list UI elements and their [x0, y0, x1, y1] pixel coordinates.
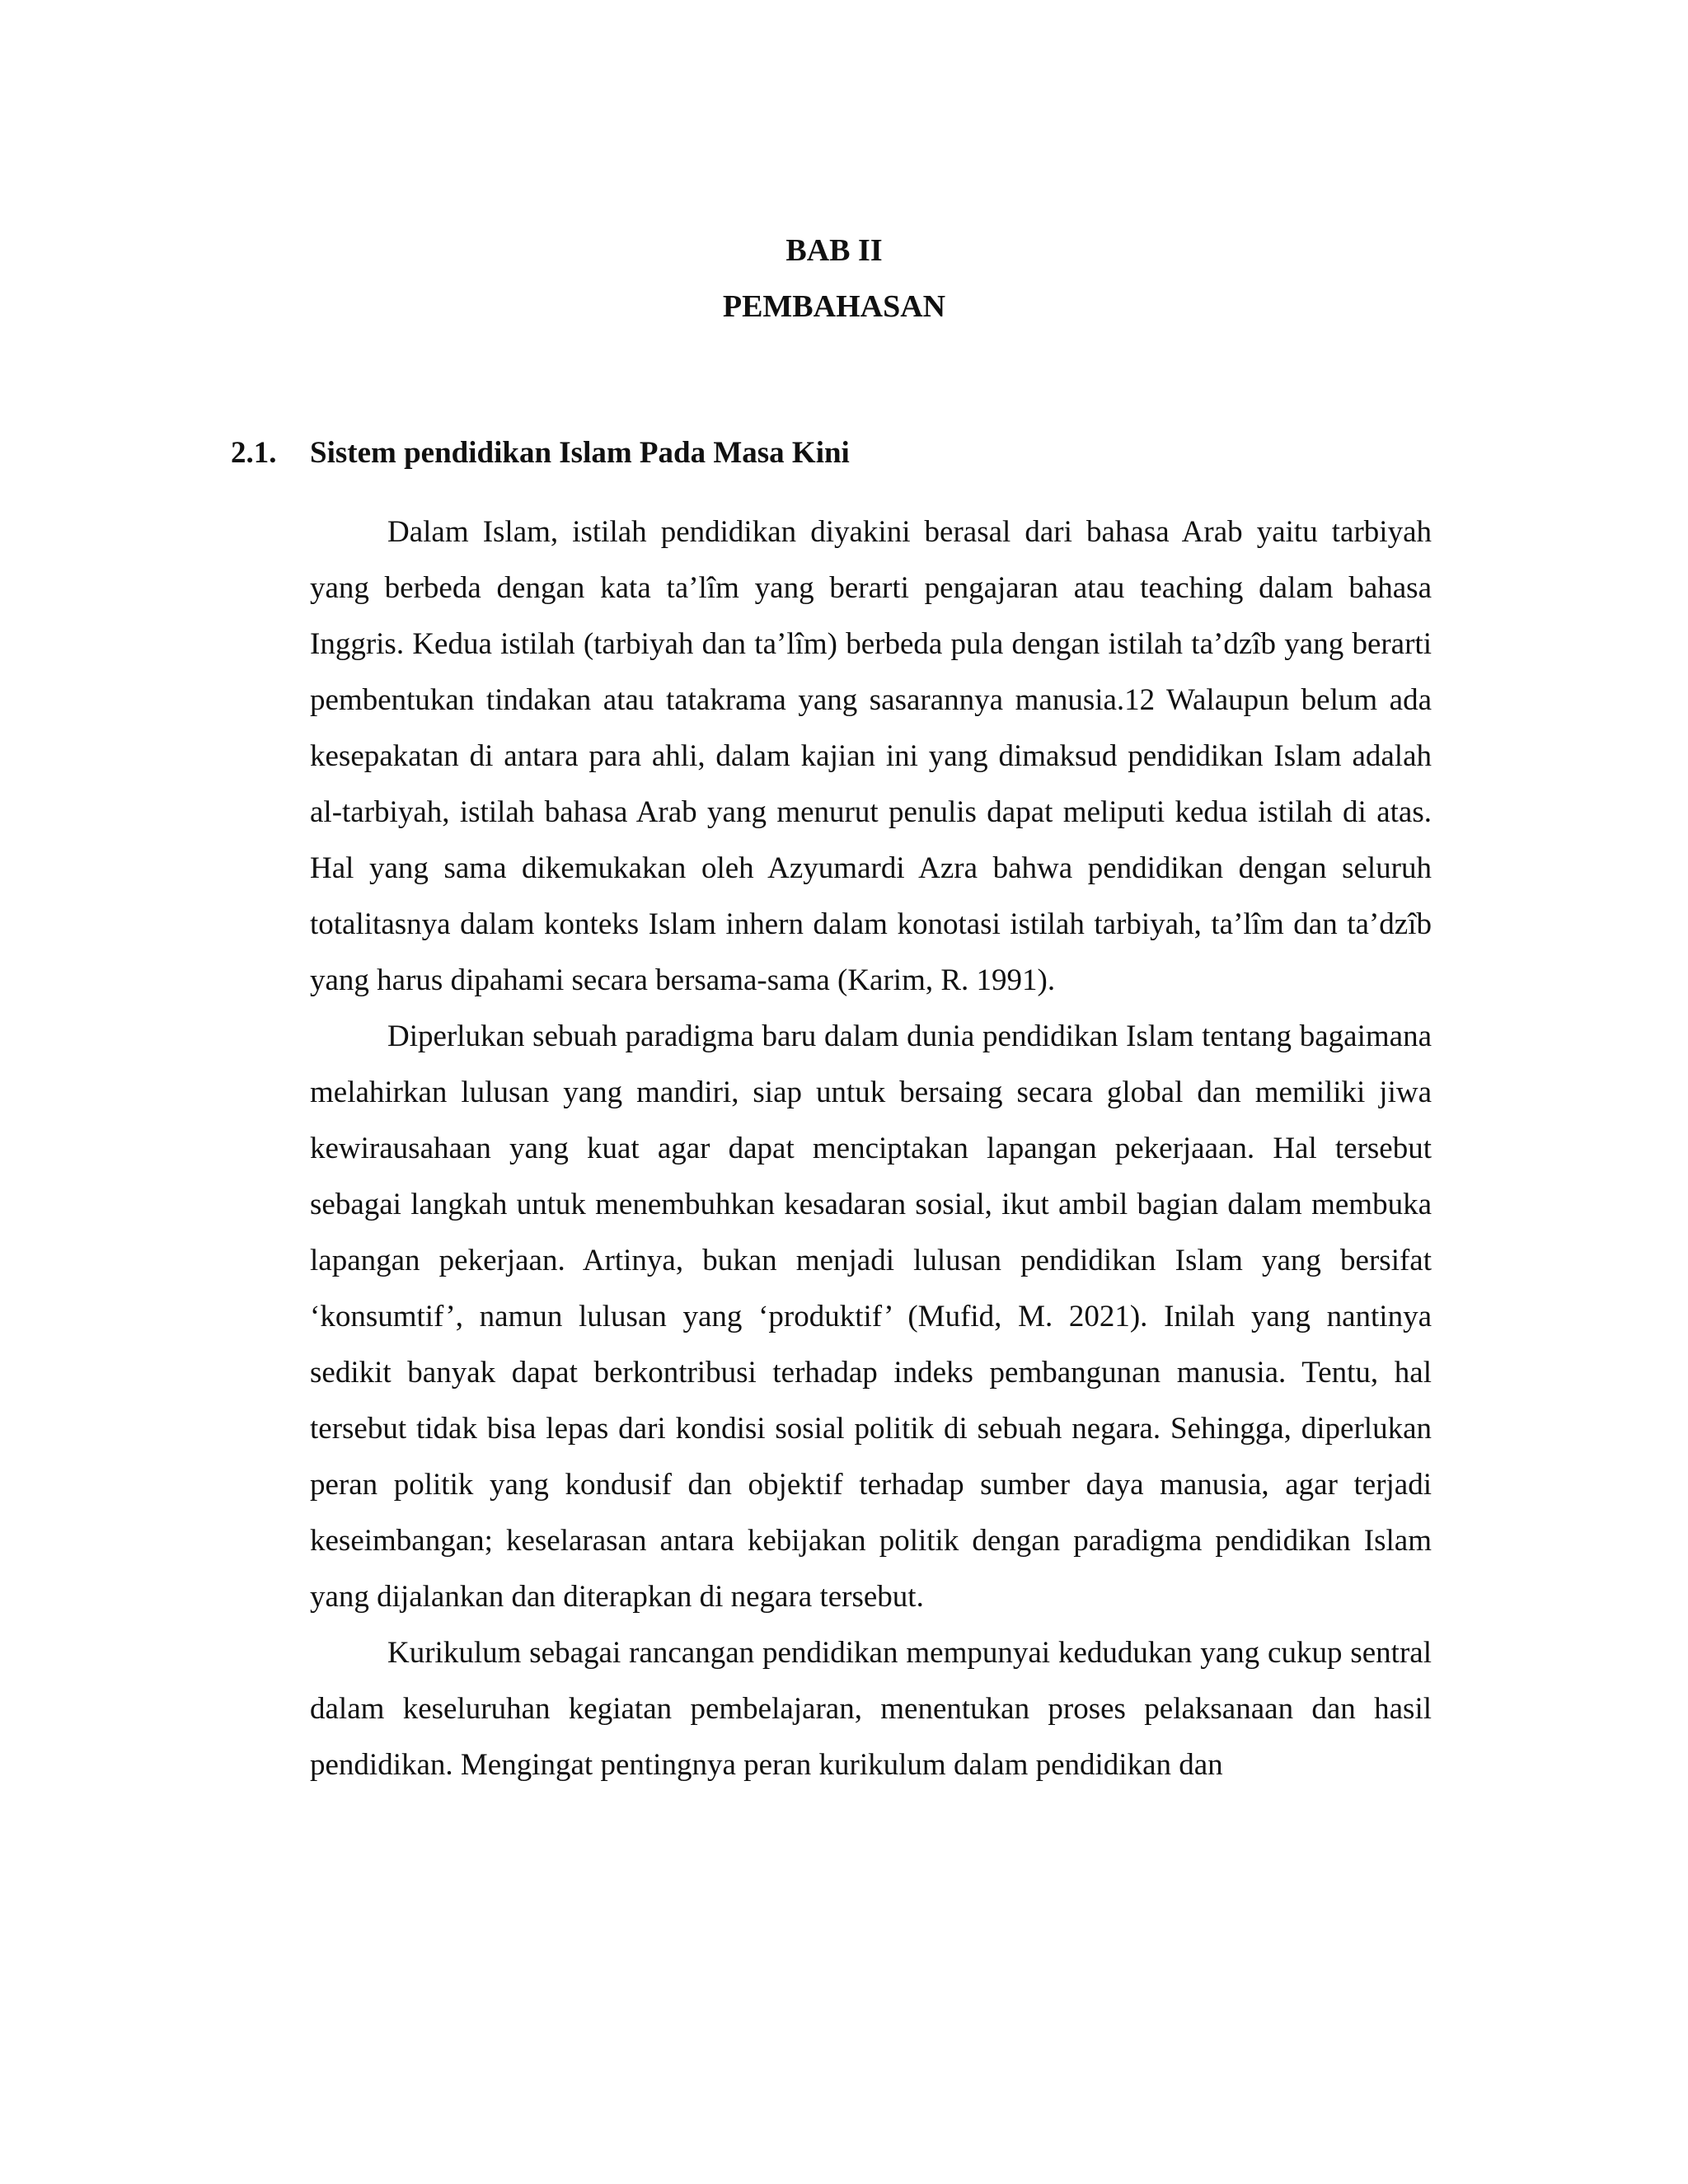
section-title: Sistem pendidikan Islam Pada Masa Kini — [310, 436, 850, 470]
chapter-number: BAB II — [785, 233, 883, 268]
paragraph: Diperlukan sebuah paradigma baru dalam dunia pendidikan Islam tentang bagaimana melahirkan lulusan yang mandiri, siap untuk bersaing secara global dan memiliki jiwa kewirausahaan yang kuat agar dapat menciptakan lapangan pekerjaaan. Hal tersebut sebagai langkah untuk menembuhkan kesadaran sosial, ikut ambil bagian dalam membuka lapangan pekerjaan. Artinya, bukan menjadi lulusan pendidikan Islam yang bersifat ‘konsumtif’, namun lulusan yang ‘produktif’ (Mufid, M. 2021). Inilah yang nantinya sedikit banyak dapat berkontribusi terhadap indeks pembangunan manusia. Tentu, hal tersebut tidak bisa lepas dari kondisi sosial politik di sebuah negara. Sehingga, diperlukan peran politik yang kondusif dan objektif terhadap sumber daya manusia, agar terjadi keseimbangan; keselarasan antara kebijakan politik dengan paradigma pendidikan Islam yang dijalankan dan diterapkan di negara tersebut. — [310, 1019, 1432, 1614]
section-heading — [231, 435, 850, 471]
paragraph: Dalam Islam, istilah pendidikan diyakini berasal dari bahasa Arab yaitu tarbiyah yang berbeda dengan kata ta’lîm yang berarti pengajaran atau teaching dalam bahasa Inggris. Kedua istilah (tarbiyah dan ta’lîm) berbeda pula dengan istilah ta’dzîb yang berarti pembentukan tindakan atau tatakrama yang sasarannya manusia.12 Walaupun belum ada kesepakatan di antara para ahli, dalam kajian ini yang dimaksud pendidikan Islam adalah al-tarbiyah, istilah bahasa Arab yang menurut penulis dapat meliputi kedua istilah di atas. Hal yang sama dikemukakan oleh Azyumardi Azra bahwa pendidikan dengan seluruh totalitasnya dalam konteks Islam inhern dalam konotasi istilah tarbiyah, ta’lîm dan ta’dzîb yang harus dipahami secara bersama-sama (Karim, R. 1991). — [310, 515, 1432, 997]
chapter-title: PEMBAHASAN — [722, 289, 946, 324]
body-text — [310, 504, 1432, 1793]
paragraph: Kurikulum sebagai rancangan pendidikan mempunyai kedudukan yang cukup sentral dalam keseluruhan kegiatan pembelajaran, menentukan proses pelaksanaan dan hasil pendidikan. Mengingat pentingnya peran kurikulum dalam pendidikan dan — [310, 1636, 1432, 1782]
section-number: 2.1. — [231, 436, 277, 470]
